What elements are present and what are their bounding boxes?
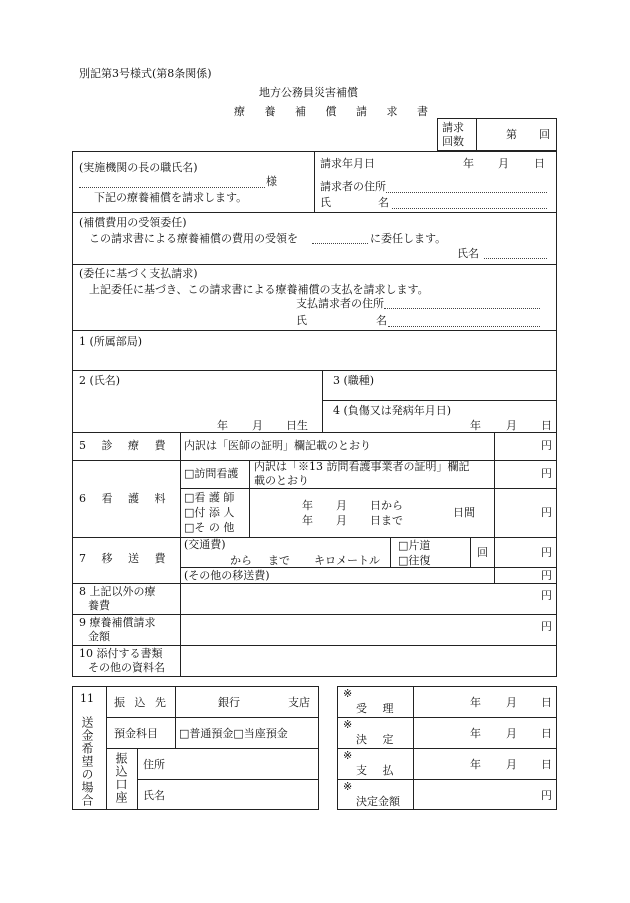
row4-label: 4 (負傷又は発病年月日)	[333, 404, 452, 417]
account-vertical-label: 振込口座	[114, 752, 128, 804]
row5-label: 5 診 療 費	[79, 439, 172, 452]
sama-honorific: 様	[266, 175, 277, 188]
row7-label: 7 移 送 費	[79, 552, 172, 565]
claimant-name-field[interactable]	[392, 208, 547, 209]
bank-name-field[interactable]: 銀行	[218, 696, 240, 709]
count-kai: 回	[539, 128, 550, 141]
row10-label: 10 添付する書類	[79, 647, 163, 660]
payer-name-field[interactable]	[388, 326, 540, 327]
payment-label: (委任に基づく支払請求)	[79, 267, 198, 280]
visit-nurse-checkbox[interactable]: □訪問看護	[184, 467, 239, 480]
main-form-frame	[72, 151, 557, 677]
form-reference: 別記第3号様式(第8条関係)	[79, 67, 212, 80]
row9-label: 9 療養補償請求	[79, 616, 156, 629]
branch-name-field[interactable]: 支店	[288, 696, 310, 709]
bank-vertical-label: 送金希望の場合	[80, 716, 94, 807]
roundtrip-checkbox[interactable]: □往復	[398, 554, 431, 567]
request-text: 下記の療養補償を請求します。	[94, 191, 248, 204]
row3-label: 3 (職種)	[333, 374, 375, 387]
count-label-1: 請求	[442, 121, 464, 134]
nurse-checkbox[interactable]: □看 護 師	[184, 491, 235, 504]
row2-label: 2 (氏名)	[79, 374, 121, 387]
row1-label: 1 (所属部局)	[79, 335, 143, 348]
row6-label: 6 看 護 料	[79, 492, 172, 505]
delegation-label: (補償費用の受領委任)	[79, 216, 187, 229]
claim-date-label: 請求年月日	[320, 157, 375, 170]
organization-name: 地方公務員災害補償	[259, 86, 358, 99]
count-dai: 第	[506, 128, 517, 141]
attendant-checkbox[interactable]: □付 添 人	[184, 506, 235, 519]
delegation-name-field[interactable]	[484, 258, 547, 259]
deposit-type-options[interactable]: □普通預金□当座預金	[179, 727, 288, 740]
head-label: (実施機関の長の職氏名)	[79, 161, 198, 174]
head-name-field[interactable]	[79, 187, 265, 188]
other-checkbox[interactable]: □そ の 他	[184, 521, 235, 534]
row8-label: 8 上記以外の療	[79, 585, 156, 598]
count-label-2: 回数	[442, 135, 464, 148]
delegate-field[interactable]	[312, 243, 368, 244]
oneway-checkbox[interactable]: □片道	[398, 539, 431, 552]
bank-section-number: 11	[80, 692, 94, 705]
claimant-address-field[interactable]	[386, 192, 547, 193]
form-title: 療 養 補 償 請 求 書	[234, 105, 436, 118]
claimant-address-label: 請求者の住所	[320, 180, 386, 193]
payer-address-field[interactable]	[384, 308, 540, 309]
